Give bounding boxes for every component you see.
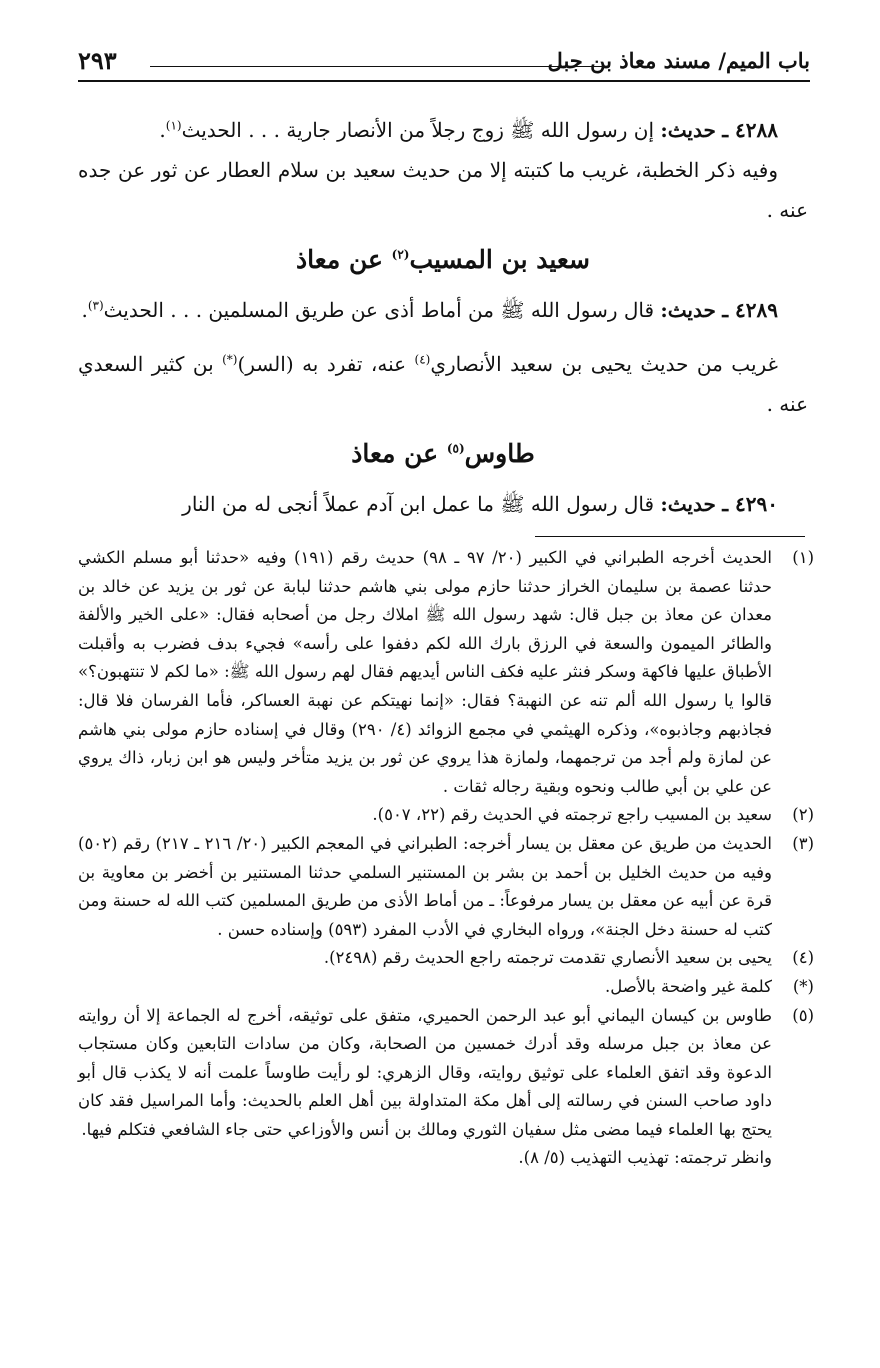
footnote — [78, 1002, 814, 1145]
header-divider — [78, 80, 810, 82]
section-suffix: عن معاذ — [296, 245, 383, 274]
footnote-mark: (٤) — [792, 948, 814, 968]
comment-part: بن كثير السعدي عنه . — [78, 352, 808, 416]
footnote — [78, 801, 814, 830]
header-title: باب الميم/ مسند معاذ بن جبل — [547, 48, 810, 73]
hadith-label: حديث: — [660, 492, 716, 516]
footnote-mark: (٢) — [792, 805, 814, 825]
main-text — [78, 110, 808, 524]
section-suffix: عن معاذ — [351, 439, 439, 468]
hadith-label: حديث: — [660, 298, 716, 322]
page-number: ٢٩٣ — [78, 46, 117, 75]
footnote — [78, 830, 814, 944]
footnote-mark: (٥) — [792, 1005, 814, 1025]
hadith-number: ٤٢٩٠ ـ — [722, 492, 778, 516]
hadith-text: إن رسول الله ﷺ زوج رجلاً من الأنصار جارية . . . الحديث — [181, 118, 655, 142]
footnote — [78, 944, 814, 973]
footnotes — [78, 544, 814, 1173]
comment-part: غريب من حديث يحيى بن سعيد الأنصاري — [430, 352, 779, 376]
hadith-number: ٤٢٨٩ ـ — [722, 298, 778, 322]
section-heading-said — [78, 232, 808, 288]
footnote-ref: (٢) — [391, 247, 410, 262]
hadith-4289 — [78, 290, 808, 330]
section-title: سعيد بن المسيب — [409, 245, 590, 274]
hadith-text: قال رسول الله ﷺ ما عمل ابن آدم عملاً أنجى له من النار — [182, 492, 655, 516]
footnote-separator — [535, 536, 805, 537]
footnote — [78, 544, 814, 801]
footnote-text: وانظر ترجمته: تهذيب التهذيب (٥/ ٨). — [518, 1148, 772, 1168]
hadith-tail: . — [81, 298, 88, 322]
footnote-mark: (١) — [792, 548, 814, 567]
footnote-mark: (٣) — [792, 833, 814, 853]
header-rule — [150, 66, 610, 67]
footnote-text: كلمة غير واضحة بالأصل. — [605, 976, 772, 996]
paragraph-spacer — [78, 330, 808, 344]
section-title: طاوس — [464, 439, 535, 468]
running-header — [78, 42, 810, 82]
hadith-4288-comment: وفيه ذكر الخطبة، غريب ما كتبته إلا من حديث سعيد بن سلام العطار عن ثور عن جده عنه . — [78, 158, 808, 222]
hadith-4290 — [78, 484, 808, 524]
section-heading-tawus — [78, 426, 808, 482]
footnote-text: الحديث من طريق عن معقل بن يسار أخرجه: الطبراني في المعجم الكبير (٢٠/ ٢١٦ ـ ٢١٧) رقم (٥٠٢) وفيه من حديث الخليل بن أحمد بن بشر بن المستنير السلمي حدثنا المستنير بن أخضر بن معاوية بن قرة عن أبيه عن معقل بن يسار مرفوعاً: ـ من أماط الأذى من طريق المسلمين كتب الله له حسنة ومن كتب له حسنة دخل الجنة»، ورواه البخاري في الأدب المفرد (٥٩٣) وإسناده حسن . — [78, 833, 773, 939]
footnote-ref: (٥) — [446, 441, 465, 456]
footnote-text: طاوس بن كيسان اليماني أبو عبد الرحمن الحميري، متفق على توثيقه، أخرج له الجماعة إلا أن روايته عن معاذ بن جبل مرسله وقد أدرك خمسين من الصحابة، وكان من سادات التابعين وكان مستجاب الدعوة وقد اتفق العلماء على توثيق روايته، وقال الزهري: لو رأيت طاوساً علمت أنه لا يكذب قال أبو داود صاحب السنن في رسالته إلى أهل مكة المتداولة بين أهل العلم بالحديث: وأما المراسيل فقد كان يحتج بها العلماء فيما مضى مثل سفيان الثوري ومالك بن أنس والأوزاعي حتى جاء الشافعي فتكلم فيها. — [78, 1005, 772, 1139]
hadith-text: قال رسول الله ﷺ من أماط أذى عن طريق المسلمين . . . الحديث — [103, 298, 655, 322]
footnote — [78, 973, 814, 1002]
footnote-ref: (*) — [222, 352, 238, 367]
footnote-ref: (٣) — [87, 298, 104, 313]
hadith-4289-comment — [78, 344, 808, 424]
footnote-text: يحيى بن سعيد الأنصاري تقدمت ترجمته راجع الحديث رقم (٢٤٩٨). — [323, 948, 772, 968]
footnote-text: سعيد بن المسيب راجع ترجمته في الحديث رقم (٢٢، ٥٠٧). — [372, 805, 772, 825]
hadith-4288 — [78, 110, 808, 150]
footnote-mark: (*) — [792, 976, 814, 996]
hadith-label: حديث: — [660, 118, 716, 142]
footnote-text: الحديث أخرجه الطبراني في الكبير (٢٠/ ٩٧ ـ ٩٨) حديث رقم (١٩١) وفيه «حدثنا أبو مسلم الكشي حدثنا عصمة بن سليمان الخراز حدثنا حازم مولى بني هاشم حدثنا لبابة عن ثور بن يزيد عن خالد بن معدان عن معاذ بن جبل قال: شهد رسول الله ﷺ املاك رجل من أصحابه فقال: «على الخير والألفة والطائر الميمون والسعة في الرزق بارك الله لكم دففوا على رأسه» فجيء بدف فضرب به وأقبلت الأطباق عليها فاكهة وسكر فنثر عليه فكف الناس أيديهم فقال لهم رسول الله ﷺ: «ما لكم لا تنتهبون؟» قالوا يا رسول الله ألم تنه عن النهبة؟ فقال: «إنما نهيتكم عن نهبة العساكر، فأما الفرسان فلا قال: فجاذبهم وجاذبوه»، وذكره الهيثمي في مجمع الزوائد (٤/ ٢٩٠) وقال في إسناده حازم مولى بني هاشم عن لمازة ولم أجد من ترجمهما، ولمازة هذا يروي عن ثور بن يزيد متأخر وليس هو ابن زبار، ذاك يروي عن علي بن أبي طالب ونحوه وبقية رجاله ثقات . — [78, 548, 773, 796]
footnote-ref: (١) — [165, 118, 182, 133]
comment-part: عنه، تفرد به (السر) — [237, 352, 407, 376]
footnote-ref: (٤) — [414, 352, 431, 367]
hadith-tail: . — [159, 118, 166, 142]
hadith-number: ٤٢٨٨ ـ — [722, 118, 778, 142]
footnote — [78, 1144, 814, 1173]
